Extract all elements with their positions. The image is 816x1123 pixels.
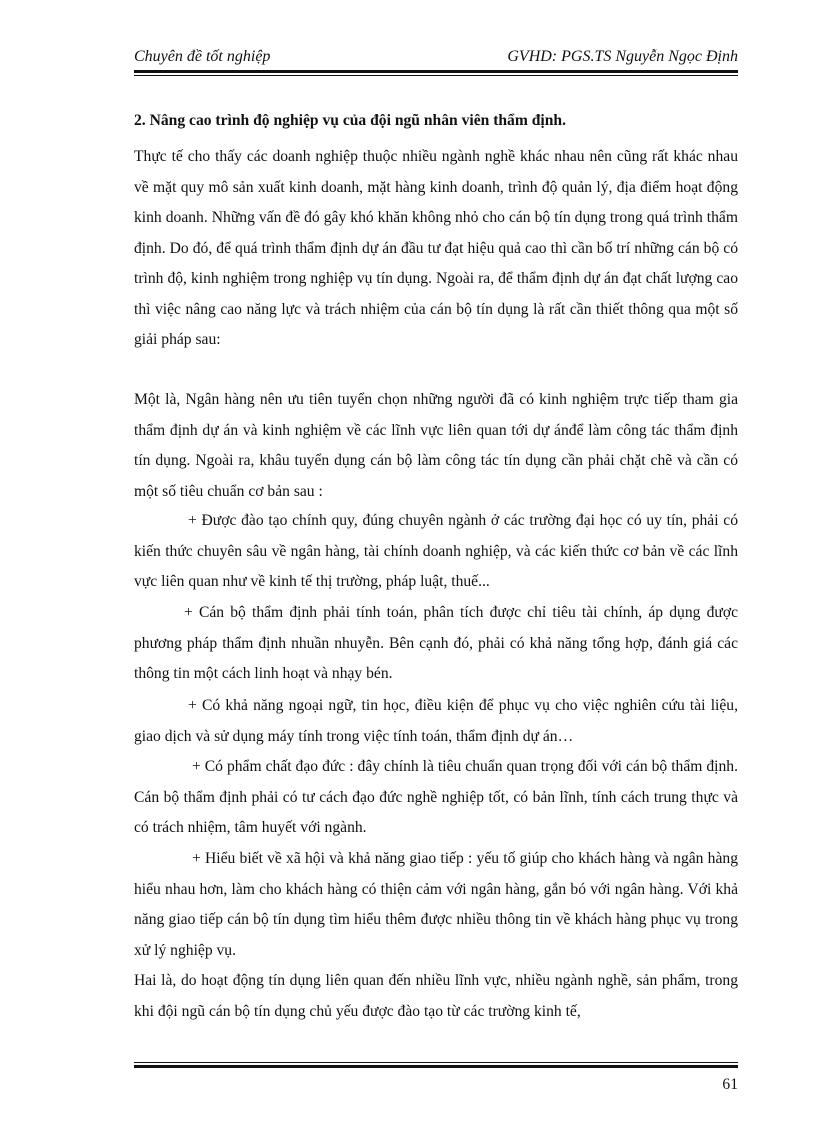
page-number: 61	[722, 1076, 738, 1093]
criterion-item: + Có khả năng ngoại ngữ, tin học, điều kiện để phục vụ cho việc nghiên cứu tài liệu, giao dịch và sử dụng máy tính trong việc tính toán, thẩm định dự án…	[134, 697, 738, 745]
criterion-item: + Có phẩm chất đạo đức : đây chính là tiêu chuẩn quan trọng đối với cán bộ thẩm định. Cán bộ thẩm định phải có tư cách đạo đức nghề nghiệp tốt, có bản lĩnh, tính cách trung thực và có trách nhiệm, tâm huyết với ngành.	[134, 758, 738, 836]
footer-rule-thin	[134, 1062, 738, 1063]
header-advisor: GVHD: PGS.TS Nguyễn Ngọc Định	[507, 48, 738, 65]
footer-rule-thick	[134, 1065, 738, 1068]
paragraph-mot-la: Một là, Ngân hàng nên ưu tiên tuyển chọn những người đã có kinh nghiệm trực tiếp tham gia thẩm định dự án và kinh nghiệm về các lĩnh vực liên quan tới dự ánđể làm công tác thẩm định tín dụng. Ngoài ra, khâu tuyển dụng cán bộ làm công tác tín dụng cần phải chặt chẽ và cần có một số tiêu chuẩn cơ bản sau :	[134, 391, 738, 500]
paragraph-hai-la: Hai là, do hoạt động tín dụng liên quan đến nhiều lĩnh vực, nhiều ngành nghề, sản phẩm, trong khi đội ngũ cán bộ tín dụng chủ yếu được đào tạo từ các trường kinh tế,	[134, 972, 738, 1020]
criterion-item: + Hiểu biết về xã hội và khả năng giao tiếp : yếu tố giúp cho khách hàng và ngân hàng hiểu nhau hơn, làm cho khách hàng có thiện cảm với ngân hàng, gắn bó với ngân hàng. Với khả năng giao tiếp cán bộ tín dụng tìm hiểu thêm được nhiều thông tin về khách hàng phục vụ trong xử lý nghiệp vụ.	[134, 850, 738, 959]
section-heading: 2. Nâng cao trình độ nghiệp vụ của đội ngũ nhân viên thẩm định.	[134, 112, 566, 129]
paragraph-intro: Thực tế cho thấy các doanh nghiệp thuộc nhiều ngành nghề khác nhau nên cũng rất khác nhau về mặt quy mô sản xuất kinh doanh, mặt hàng kinh doanh, trình độ quản lý, địa điểm hoạt động kinh doanh. Những vấn đề đó gây khó khăn không nhỏ cho cán bộ tín dụng trong quá trình thẩm định. Do đó, để quá trình thẩm định dự án đầu tư đạt hiệu quả cao thì cần bố trí những cán bộ có trình độ, kinh nghiệm trong nghiệp vụ tín dụng. Ngoài ra, để thẩm định dự án đạt chất lượng cao thì việc nâng cao năng lực và trách nhiệm của cán bộ tín dụng là rất cần thiết thông qua một số giải pháp sau:	[134, 148, 738, 348]
criterion-item: + Cán bộ thẩm định phải tính toán, phân tích được chỉ tiêu tài chính, áp dụng được phương pháp thẩm định nhuần nhuyễn. Bên cạnh đó, phải có khả năng tổng hợp, đánh giá các thông tin một cách linh hoạt và nhạy bén.	[134, 604, 738, 682]
header-rule-thin	[134, 75, 738, 76]
criterion-item: + Được đào tạo chính quy, đúng chuyên ngành ở các trường đại học có uy tín, phải có kiến thức chuyên sâu về ngân hàng, tài chính doanh nghiệp, và các kiến thức cơ bản về các lĩnh vực liên quan như về kinh tế thị trường, pháp luật, thuế...	[134, 512, 738, 590]
page-header	[134, 44, 738, 70]
header-rule-thick	[134, 70, 738, 73]
header-document-type: Chuyên đề tốt nghiệp	[134, 48, 271, 65]
